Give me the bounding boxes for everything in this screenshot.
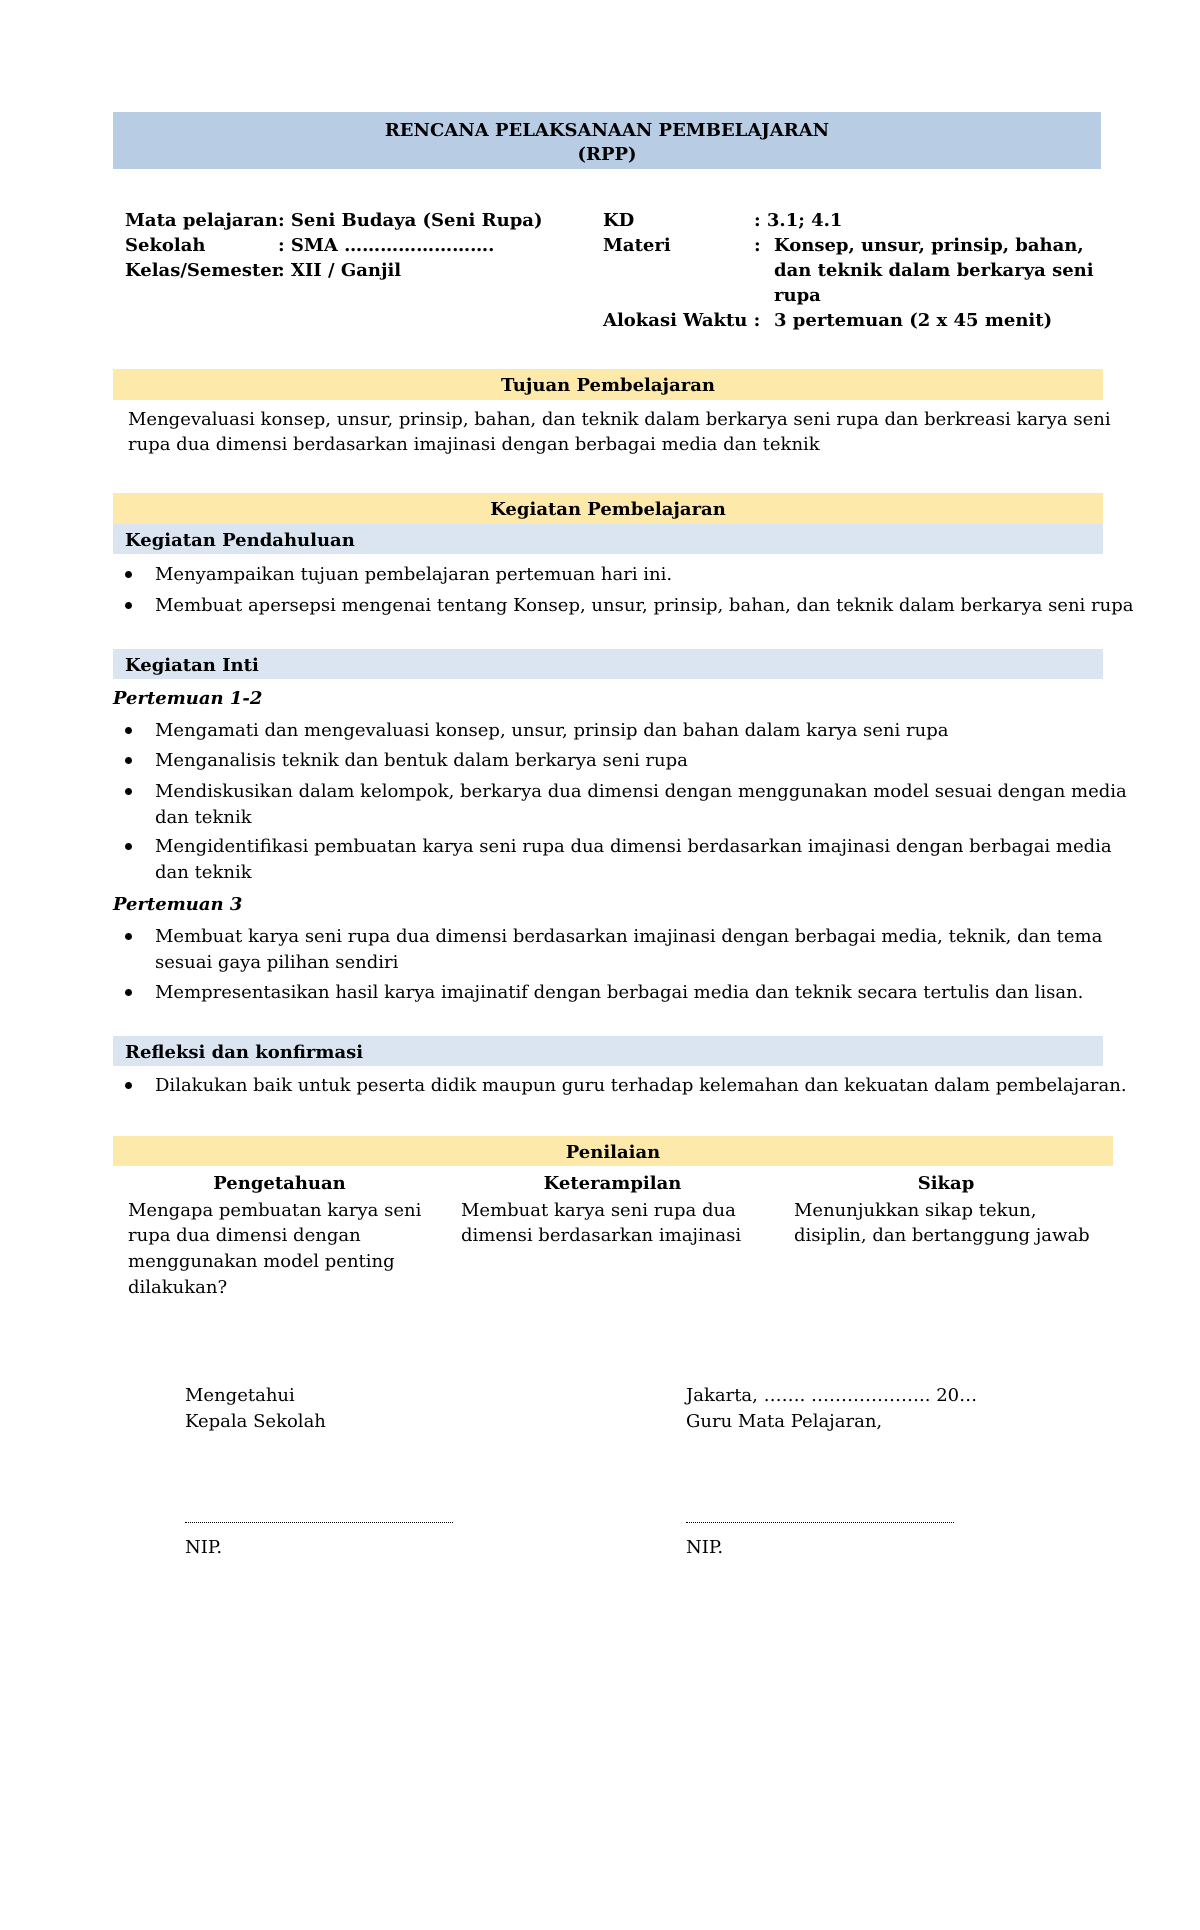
identity-value-materi-2: dan teknik dalam berkarya seni xyxy=(774,260,1094,281)
tujuan-text-2: rupa dua dimensi berdasarkan imajinasi dengan berbagai media dan teknik xyxy=(128,434,820,455)
pengetahuan-line-3: menggunakan model penting xyxy=(128,1251,395,1272)
identity-value-mapel: : Seni Budaya (Seni Rupa) xyxy=(278,210,543,231)
sign-left-line2: Kepala Sekolah xyxy=(185,1411,326,1432)
penilaian-col-sikap-title: Sikap xyxy=(917,1173,975,1194)
tujuan-heading: Tujuan Pembelajaran xyxy=(501,375,715,396)
keterampilan-line-2: dimensi berdasarkan imajinasi xyxy=(461,1225,742,1246)
pertemuan-1-item-1: Mengamati dan mengevaluasi konsep, unsur, prinsip dan bahan dalam karya seni rupa xyxy=(155,720,949,741)
sikap-line-2: disiplin, dan bertanggung jawab xyxy=(794,1225,1090,1246)
bullet-icon xyxy=(125,602,132,609)
identity-label-kelas: Kelas/Semester xyxy=(125,260,282,281)
pertemuan-1-label: Pertemuan 1-2 xyxy=(113,688,263,709)
identity-label-kd: KD xyxy=(603,210,635,231)
pertemuan-3-item-1a: Membuat karya seni rupa dua dimensi berdasarkan imajinasi dengan berbagai media, teknik, dan tema xyxy=(155,926,1103,947)
bullet-icon xyxy=(125,727,132,734)
pertemuan-3-item-2: Mempresentasikan hasil karya imajinatif dengan berbagai media dan teknik secara tertulis dan lisan. xyxy=(155,982,1084,1003)
bullet-icon xyxy=(125,843,132,850)
penilaian-col-keterampilan-title: Keterampilan xyxy=(543,1173,682,1194)
pendahuluan-item-1: Menyampaikan tujuan pembelajaran pertemuan hari ini. xyxy=(155,564,673,585)
sign-right-nip: NIP. xyxy=(686,1537,724,1558)
inti-band xyxy=(113,649,1103,679)
identity-value-kd: : 3.1; 4.1 xyxy=(754,210,843,231)
sikap-line-1: Menunjukkan sikap tekun, xyxy=(794,1200,1037,1221)
page-subtitle: (RPP) xyxy=(577,144,637,165)
pertemuan-1-item-3b: dan teknik xyxy=(155,807,252,828)
identity-value-materi-3: rupa xyxy=(774,285,821,306)
tujuan-text-1: Mengevaluasi konsep, unsur, prinsip, bahan, dan teknik dalam berkarya seni rupa dan berkreasi karya seni xyxy=(128,409,1111,430)
kegiatan-heading: Kegiatan Pembelajaran xyxy=(490,499,726,520)
sign-left-line1: Mengetahui xyxy=(185,1385,295,1406)
identity-value-alokasi: 3 pertemuan (2 x 45 menit) xyxy=(774,310,1053,331)
bullet-icon xyxy=(125,933,132,940)
pertemuan-1-item-4a: Mengidentifikasi pembuatan karya seni rupa dua dimensi berdasarkan imajinasi dengan berbagai media xyxy=(155,836,1112,857)
refleksi-heading: Refleksi dan konfirmasi xyxy=(125,1042,364,1063)
bullet-icon xyxy=(125,571,132,578)
refleksi-item: Dilakukan baik untuk peserta didik maupun guru terhadap kelemahan dan kekuatan dalam pembelajaran. xyxy=(155,1075,1127,1096)
pertemuan-3-label: Pertemuan 3 xyxy=(113,894,243,915)
pendahuluan-heading: Kegiatan Pendahuluan xyxy=(125,530,355,551)
sign-right-signature-line xyxy=(686,1522,954,1523)
pengetahuan-line-4: dilakukan? xyxy=(128,1277,228,1298)
bullet-icon xyxy=(125,989,132,996)
identity-value-materi-1: Konsep, unsur, prinsip, bahan, xyxy=(774,235,1084,256)
identity-label-mapel: Mata pelajaran xyxy=(125,210,278,231)
penilaian-col-pengetahuan-title: Pengetahuan xyxy=(213,1173,346,1194)
identity-label-sekolah: Sekolah xyxy=(125,235,206,256)
penilaian-heading: Penilaian xyxy=(565,1142,661,1163)
inti-heading: Kegiatan Inti xyxy=(125,655,259,676)
identity-label-alokasi: Alokasi Waktu : xyxy=(603,310,761,331)
pengetahuan-line-2: rupa dua dimensi dengan xyxy=(128,1225,361,1246)
pertemuan-1-item-3a: Mendiskusikan dalam kelompok, berkarya dua dimensi dengan menggunakan model sesuai dengan media xyxy=(155,781,1127,802)
pertemuan-3-item-1b: sesuai gaya pilihan sendiri xyxy=(155,952,399,973)
sign-left-signature-line xyxy=(185,1522,453,1523)
pendahuluan-item-2: Membuat apersepsi mengenai tentang Konsep, unsur, prinsip, bahan, dan teknik dalam berkarya seni rupa xyxy=(155,595,1134,616)
identity-label-materi: Materi xyxy=(603,235,671,256)
sign-left-nip: NIP. xyxy=(185,1537,223,1558)
identity-value-kelas: : XII / Ganjil xyxy=(278,260,402,281)
sign-right-line2: Guru Mata Pelajaran, xyxy=(686,1411,883,1432)
pertemuan-1-item-4b: dan teknik xyxy=(155,862,252,883)
page-title: RENCANA PELAKSANAAN PEMBELAJARAN xyxy=(384,120,830,141)
identity-value-sekolah: : SMA ……………………. xyxy=(278,235,495,256)
pertemuan-1-item-2: Menganalisis teknik dan bentuk dalam berkarya seni rupa xyxy=(155,750,688,771)
pengetahuan-line-1: Mengapa pembuatan karya seni xyxy=(128,1200,422,1221)
identity-colon-materi: : xyxy=(754,235,761,256)
bullet-icon xyxy=(125,788,132,795)
keterampilan-line-1: Membuat karya seni rupa dua xyxy=(461,1200,736,1221)
sign-right-line1: Jakarta, ……. ……………….. 20… xyxy=(686,1385,978,1406)
bullet-icon xyxy=(125,757,132,764)
bullet-icon xyxy=(125,1082,132,1089)
